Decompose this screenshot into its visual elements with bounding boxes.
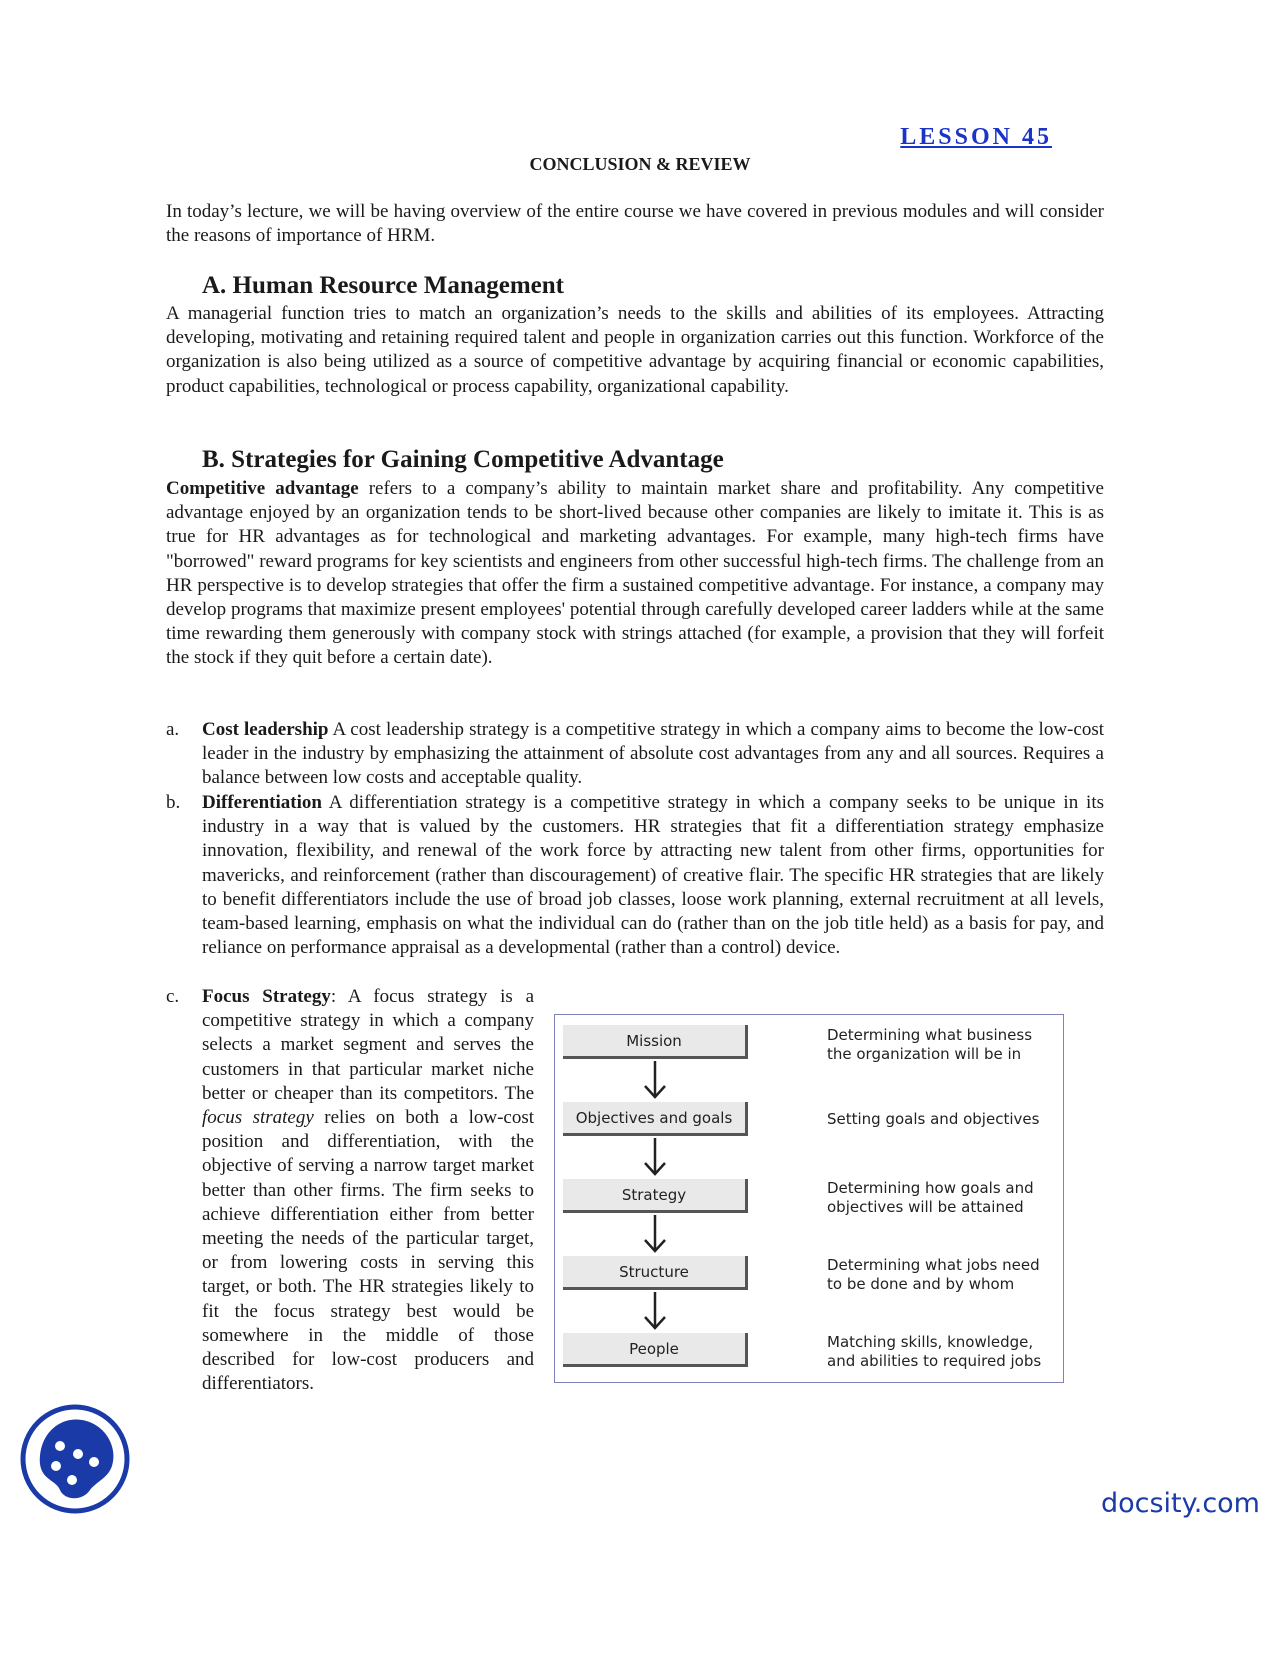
- list-term: Focus Strategy: [202, 986, 331, 1007]
- step-mission-desc: Determining what business the organization will be in: [827, 1026, 1033, 1063]
- list-italic: focus strategy: [202, 1107, 314, 1129]
- down-arrow-icon: [643, 1138, 667, 1176]
- list-marker: a.: [166, 719, 180, 740]
- step-people-desc: Matching skills, knowledge, and abilities to required jobs: [827, 1333, 1042, 1370]
- down-arrow-icon: [643, 1061, 667, 1099]
- section-a-body: A managerial function tries to match an organization’s needs to the skills and abilities of its employees. Attracting developing, motivating and retaining required talent and people in organization carries out this function. Workforce of the organization is also being utilized as a source of competitive advantage by acquiring financial or economic capabilities, product capabilities, technological or process capability, organizational capability.: [166, 303, 1104, 397]
- list-term: Cost leadership: [202, 719, 329, 740]
- section-b-heading: B. Strategies for Gaining Competitive Advantage: [202, 446, 724, 473]
- list-term: Differentiation: [202, 792, 322, 813]
- step-structure: Structure: [563, 1256, 748, 1290]
- list-text: A differentiation strategy is a competitive strategy in which a company seeks to be unique in its industry in a way that is valued by the customers. HR strategies that fit a differentiation strategy emphasize innovation, flexibility, and renewal of the work force by attracting new talent from other firms, opportunities for mavericks, and reinforcement (rather than discouragement) of creative flair. The specific HR strategies that are likely to benefit differentiators include the use of broad job classes, loose work planning, external recruitment at all levels, team-based learning, emphasis on what the individual can do (rather than on the job title held) as a basis for pay, and reliance on performance appraisal as a developmental (rather than a control) device.: [202, 792, 1104, 959]
- list-item-differentiation: [166, 791, 1104, 986]
- list-marker: b.: [166, 792, 181, 813]
- competitive-advantage-term: Competitive advantage: [166, 478, 359, 499]
- list-marker: c.: [166, 986, 180, 1007]
- step-objectives-desc: Setting goals and objectives: [827, 1110, 1040, 1128]
- step-objectives: Objectives and goals: [563, 1102, 748, 1136]
- list-item-cost-leadership: [166, 718, 1104, 792]
- docsity-brand-link[interactable]: docsity.com: [1100, 1488, 1260, 1519]
- lesson-label: LESSON 45: [900, 124, 1052, 150]
- list-item-focus-strategy: [166, 985, 534, 1425]
- step-mission: Mission: [563, 1025, 748, 1059]
- intro-paragraph: In today’s lecture, we will be having overview of the entire course we have covered in previous modules and will consider the reasons of importance of HRM.: [166, 201, 1104, 247]
- docsity-logo-icon[interactable]: [20, 1404, 130, 1514]
- section-a-heading: A. Human Resource Management: [202, 272, 564, 299]
- step-people: People: [563, 1333, 748, 1367]
- list-text: relies on both a low-cost position and differentiation, with the objective of serving a narrow target market better than other firms. The firm seeks to achieve differentiation either from better meeting the needs of the particular target, or from lowering costs in serving this target, or both. The HR strategies likely to fit the focus strategy best would be somewhere in the middle of those described for low-cost producers and differentiators.: [202, 1107, 534, 1395]
- section-b-text: refers to a company’s ability to maintain market share and profitability. Any competitive advantage enjoyed by an organization tends to be short-lived because other companies are likely to imitate it. This is as true for HR advantages as for technological and marketing advantages. For example, many high-tech firms have "borrowed" reward programs for key scientists and engineers from other successful high-tech firms. The challenge from an HR perspective is to develop strategies that offer the firm a sustained competitive advantage. For instance, a company may develop programs that maximize present employees' potential through carefully developed career ladders while at the same time rewarding them generously with company stock with strings attached (for example, a provision that they will forfeit the stock if they quit before a certain date).: [166, 478, 1104, 669]
- strategy-flow-diagram: [554, 1014, 1064, 1383]
- list-text: A cost leadership strategy is a competitive strategy in which a company aims to become the low-cost leader in the industry by emphasizing the attainment of absolute cost advantages from any and all sources. Requires a balance between low costs and acceptable quality.: [202, 719, 1104, 789]
- page-title: CONCLUSION & REVIEW: [529, 154, 751, 174]
- step-strategy: Strategy: [563, 1179, 748, 1213]
- down-arrow-icon: [643, 1292, 667, 1330]
- step-strategy-desc: Determining how goals and objectives will be attained: [827, 1179, 1034, 1216]
- step-structure-desc: Determining what jobs need to be done and by whom: [827, 1256, 1040, 1293]
- down-arrow-icon: [643, 1215, 667, 1253]
- list-text: : A focus strategy is a competitive strategy in which a company selects a market segment and serves the customers in that particular market niche better or cheaper than its competitors. The: [202, 986, 534, 1104]
- section-b-body: [166, 477, 1104, 671]
